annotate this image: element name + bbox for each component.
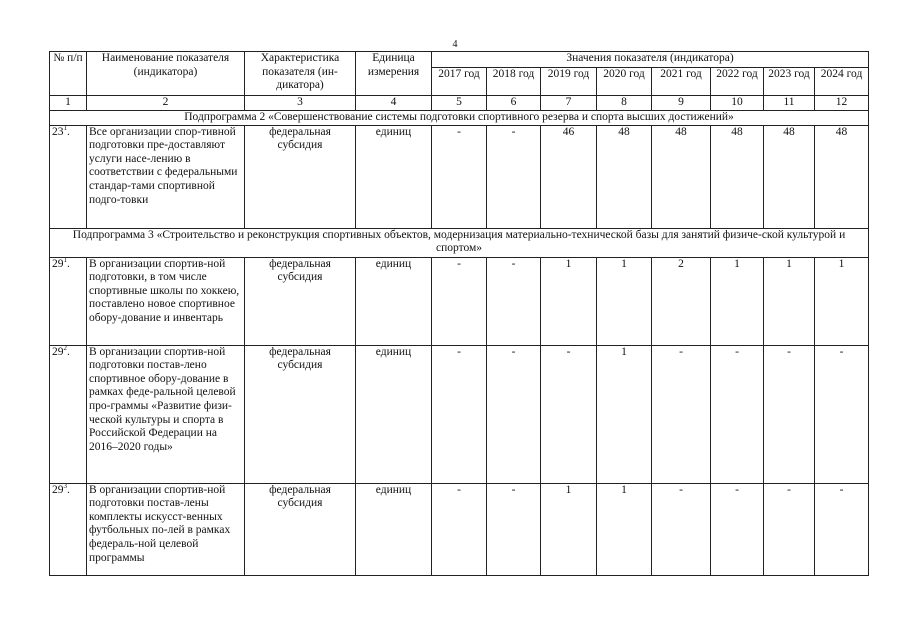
section-title: Подпрограмма 2 «Совершенствование системы подготовки спортивного резерва и спорта высших достижений» [50,110,869,125]
value-cell: - [815,483,869,575]
value-cell: - [764,483,815,575]
column-number: 11 [764,96,815,111]
value-cell: 1 [541,257,597,345]
value-cell: - [487,483,541,575]
value-cell: - [487,257,541,345]
value-cell: 48 [764,125,815,228]
value-cell: - [711,483,764,575]
indicators-table [49,51,869,576]
column-number: 10 [711,96,764,111]
value-cell: 48 [711,125,764,228]
indicator-name: В организации спортив-ной подготовки постав-лено спортивное обору-дование в рамках феде-ральной целевой про-граммы «Развитие физи-ческой культуры и спорта в Российской Федерации на 2016–2020 годы» [87,345,245,483]
header-year: 2023 год [764,68,815,96]
header-year: 2017 год [432,68,487,96]
value-cell: - [652,483,711,575]
column-number: 6 [487,96,541,111]
value-cell: 1 [764,257,815,345]
indicator-unit: единиц [356,257,432,345]
page-number: 4 [452,39,458,50]
value-cell: - [487,345,541,483]
column-number: 4 [356,96,432,111]
value-cell: - [815,345,869,483]
value-cell: - [487,125,541,228]
indicator-name: Все организации спор-тивной подготовки пре-доставляют услуги насе-лению в соответствии с федеральными стандар-тами спортивной подго-товки [87,125,245,228]
header-year: 2018 год [487,68,541,96]
indicator-characteristic: федеральная субсидия [245,257,356,345]
header-num: № п/п [50,52,87,96]
indicator-name: В организации спортив-ной подготовки, в том числе спортивные школы по хоккею, поставлено новое спортивное обору-дование и инвентарь [87,257,245,345]
header-year: 2021 год [652,68,711,96]
value-cell: 1 [597,483,652,575]
table-row [50,125,869,228]
value-cell: - [541,345,597,483]
indicator-unit: единиц [356,125,432,228]
column-number: 3 [245,96,356,111]
value-cell: 1 [541,483,597,575]
column-number: 9 [652,96,711,111]
value-cell: 48 [652,125,711,228]
header-name: Наименование показателя (индикатора) [87,52,245,96]
section-row [50,228,869,257]
value-cell: - [432,483,487,575]
header-unit: Единица измерения [356,52,432,96]
value-cell: - [432,257,487,345]
section-row [50,110,869,125]
section-title: Подпрограмма 3 «Строительство и реконструкция спортивных объектов, модернизация материально-технической базы для занятий физиче-ской культурой и спортом» [50,228,869,257]
column-number: 5 [432,96,487,111]
value-cell: 2 [652,257,711,345]
column-number: 7 [541,96,597,111]
column-number: 8 [597,96,652,111]
value-cell: 48 [815,125,869,228]
column-number-row [50,96,869,111]
table-row [50,257,869,345]
header-year: 2024 год [815,68,869,96]
indicator-unit: единиц [356,345,432,483]
value-cell: - [432,345,487,483]
header-year: 2022 год [711,68,764,96]
value-cell: - [764,345,815,483]
value-cell: 1 [597,257,652,345]
value-cell: 1 [815,257,869,345]
row-number: $23^1$. [50,125,87,228]
indicator-unit: единиц [356,483,432,575]
value-cell: 46 [541,125,597,228]
table-header [50,52,869,96]
row-number: $29^1$. [50,257,87,345]
indicator-characteristic: федеральная субсидия [245,345,356,483]
value-cell: 1 [711,257,764,345]
row-number: $29^3$. [50,483,87,575]
header-characteristic: Характеристика показателя (ин-дикатора) [245,52,356,96]
table-row [50,345,869,483]
column-number: 12 [815,96,869,111]
value-cell: - [432,125,487,228]
value-cell: 1 [597,345,652,483]
indicator-characteristic: федеральная субсидия [245,125,356,228]
value-cell: - [652,345,711,483]
header-year: 2019 год [541,68,597,96]
header-year: 2020 год [597,68,652,96]
column-number: 1 [50,96,87,111]
column-number: 2 [87,96,245,111]
header-values-group: Значения показателя (индикатора) [432,52,869,68]
indicator-name: В организации спортив-ной подготовки постав-лены комплекты искусст-венных футбольных по-лей в рамках федераль-ной целевой программы [87,483,245,575]
value-cell: - [711,345,764,483]
indicator-characteristic: федеральная субсидия [245,483,356,575]
value-cell: 48 [597,125,652,228]
row-number: $29^2$. [50,345,87,483]
table-row [50,483,869,575]
